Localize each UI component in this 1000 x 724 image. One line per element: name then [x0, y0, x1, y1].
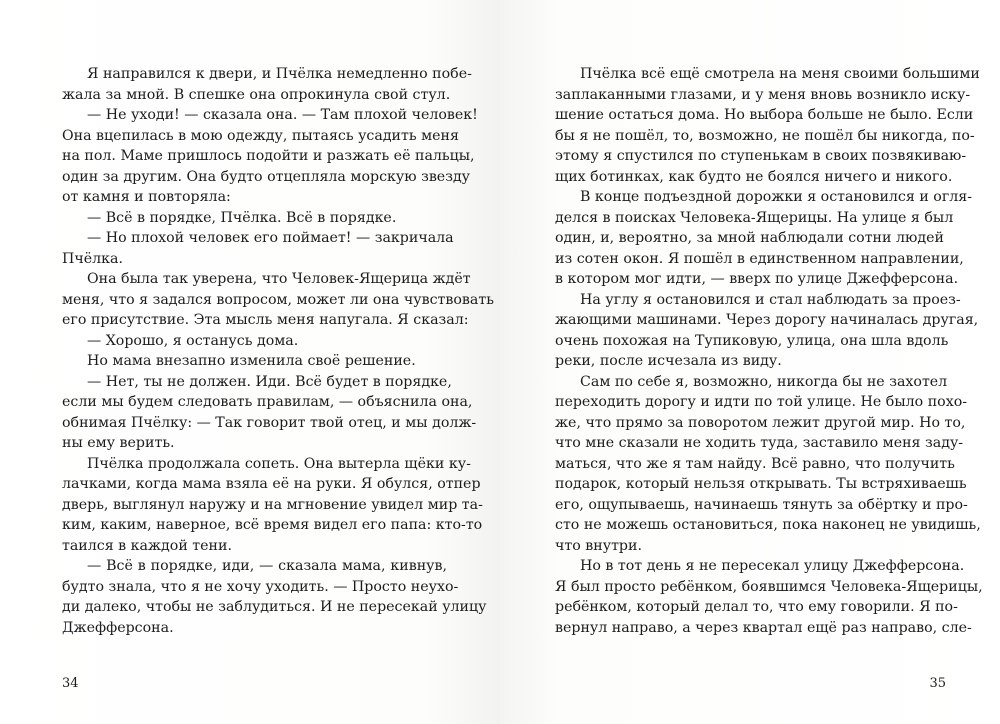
- text-line: — Всё в порядке, Пчёлка. Всё в порядке.: [87, 209, 397, 226]
- text-line: же, что прямо за поворотом лежит другой мир. Но то,: [555, 414, 966, 431]
- text-line: ребёнком, который делал то, что ему говорили. Я по-: [555, 599, 958, 615]
- text-line: Но мама внезапно изменила своё решение.: [87, 353, 416, 369]
- text-line: таился в каждой тени.: [62, 537, 232, 554]
- text-line: бы я не пошёл, то, возможно, не пошёл бы никогда, по-: [555, 127, 975, 144]
- text-line: реки, после исчезала из виду.: [555, 353, 782, 369]
- right-page-number: 35: [929, 676, 946, 691]
- text-line: Она была так уверена, что Человек-Ящерица ждёт: [87, 271, 471, 287]
- text-line: Она вцепилась в мою одежду, пытаясь усадить меня: [62, 127, 459, 144]
- text-line: будто знала, что я не хочу уходить. — Просто неухо-: [62, 578, 459, 595]
- text-line: жающими машинами. Через дорогу начиналась другая,: [555, 312, 979, 328]
- text-line: Пчёлка продолжала сопеть. Она вытерла щёки ку-: [87, 455, 471, 472]
- text-line: подарок, который нельзя открывать. Ты встряхиваешь: [555, 476, 967, 492]
- text-line: ди далеко, чтобы не заблудиться. И не пересекай улицу: [62, 599, 487, 615]
- left-page-number: 34: [62, 676, 79, 691]
- text-line: переходить дорогу и идти по той улице. Не было похо-: [555, 394, 968, 410]
- text-line: дверь, выглянул наружу и на мгновение увидел мир та-: [62, 496, 483, 513]
- text-line: заплаканными глазами, и у меня вновь возникло иску-: [555, 86, 971, 103]
- text-line: на пол. Маме пришлось подойти и разжать её пальцы,: [62, 148, 475, 164]
- text-line: один, и, вероятно, за мной наблюдали сотни людей: [555, 230, 944, 246]
- text-line: — Не уходи! — сказала она. — Там плохой человек!: [87, 107, 478, 123]
- text-line: что мне сказали не ходить туда, заставило меня заду-: [555, 435, 964, 451]
- text-line: — Хорошо, я останусь дома.: [87, 332, 299, 349]
- text-line: Сам по себе я, возможно, никогда бы не захотел: [580, 373, 948, 390]
- text-line: обнимая Пчёлку: — Так говорит твой отец, и мы долж-: [62, 414, 477, 431]
- text-line: — Нет, ты не должен. Иди. Всё будет в порядке,: [87, 373, 452, 390]
- text-line: очень похожая на Тупиковую, улица, она шла вдоль: [555, 332, 949, 349]
- text-line: — Но плохой человек его поймает! — закричала: [87, 230, 454, 246]
- text-line: шение остаться дома. Но выбора больше не было. Если: [555, 107, 974, 123]
- text-line: лачками, когда мама взяла её на руки. Я обулся, отпер: [62, 476, 481, 492]
- text-line: ны ему верить.: [62, 435, 175, 451]
- text-line: в котором мог идти, — вверх по улице Джефферсона.: [555, 271, 959, 287]
- text-line: Джефферсона.: [62, 619, 174, 636]
- text-line: Пчёлка.: [62, 250, 123, 267]
- text-line: его присутствие. Эта мысль меня напугала. Я сказал:: [62, 312, 469, 328]
- text-line: Я направился к двери, и Пчёлка немедленно побе-: [87, 66, 472, 82]
- text-line: щих ботинках, как будто не боялся ничего и никого.: [555, 168, 953, 185]
- text-line: один за другим. Она будто отцепляла морскую звезду: [62, 168, 471, 185]
- text-line: Пчёлка всё ещё смотрела на меня своими большими: [580, 66, 980, 82]
- text-line: его, ощупываешь, начинаешь тянуть за обёртку и про-: [555, 496, 968, 513]
- text-line: В конце подъездной дорожки я остановился и огля-: [580, 189, 973, 205]
- text-line: вернул направо, а через квартал ещё раз направо, сле-: [555, 619, 972, 636]
- text-line: жала за мной. В спешке она опрокинула свой стул.: [62, 86, 451, 103]
- right-page: [500, 0, 1000, 724]
- text-line: ким, каким, наверное, всё время видел его папа: кто-то: [62, 517, 483, 533]
- text-line: сто не можешь остановиться, пока наконец не увидишь,: [555, 517, 981, 533]
- text-line: из сотен окон. Я пошёл в единственном направлении,: [555, 250, 964, 267]
- text-line: от камня и повторяла:: [62, 189, 231, 205]
- text-line: — Всё в порядке, иди, — сказала мама, кивнув,: [87, 558, 447, 574]
- text-line: этому я спустился по ступенькам в своих позвякиваю-: [555, 148, 967, 164]
- text-line: меня, что я задался вопросом, может ли она чувствовать: [62, 291, 494, 308]
- text-line: что внутри.: [555, 537, 642, 554]
- text-line: На углу я остановился и стал наблюдать за проез-: [580, 291, 961, 308]
- text-line: делся в поисках Человека-Ящерицы. На улице я был: [555, 209, 954, 226]
- text-line: если мы будем следовать правилам, — объяснила она,: [62, 394, 473, 410]
- right-page-text: [555, 64, 983, 638]
- left-page-text: [62, 64, 494, 638]
- text-line: Я был просто ребёнком, боявшимся Человека-Ящерицы,: [555, 578, 983, 595]
- text-line: маться, что же я там найду. Всё равно, что получить: [555, 455, 955, 472]
- text-line: Но в тот день я не пересекал улицу Джефферсона.: [580, 558, 965, 574]
